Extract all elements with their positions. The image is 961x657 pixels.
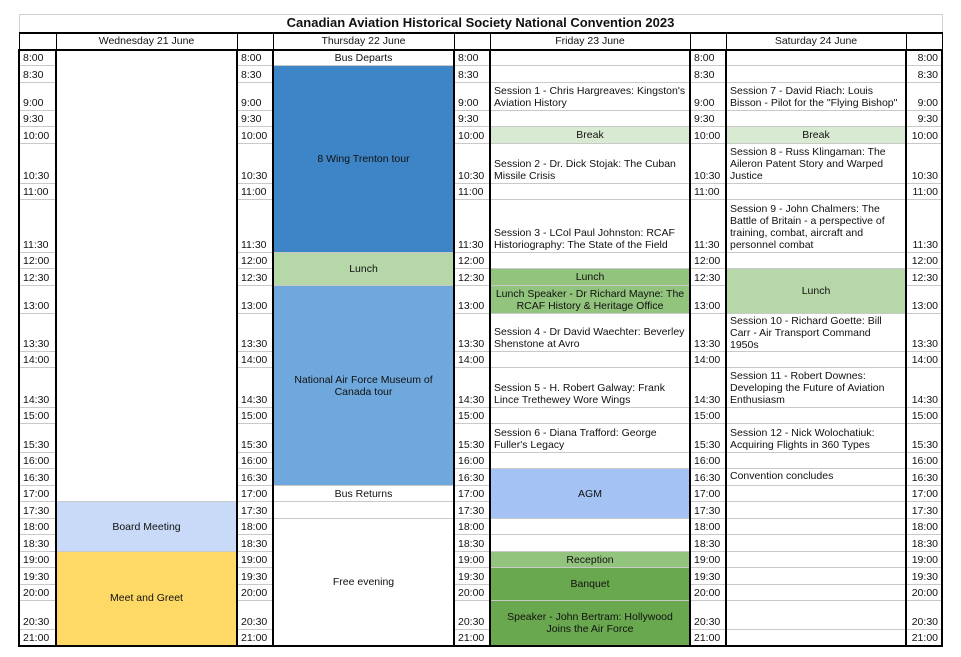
time-label: 9:30: [237, 111, 273, 127]
time-label: 20:30: [237, 601, 273, 630]
friday-lunch-event: Lunch: [490, 269, 690, 286]
saturday-session12-event: Session 12 - Nick Wolochatiuk: Acquiring Flights in 360 Types: [726, 424, 906, 453]
time-label: 14:00: [237, 352, 273, 368]
time-label: 11:30: [454, 200, 490, 253]
time-label: 10:00: [454, 127, 490, 144]
page-title: Canadian Aviation Historical Society National Convention 2023: [19, 15, 942, 33]
friday-session5-event: Session 5 - H. Robert Galway: Frank Lince Trethewey Wore Wings: [490, 368, 690, 408]
time-row: [19, 50, 942, 66]
time-label: 20:00: [454, 585, 490, 601]
time-label: 16:30: [454, 469, 490, 486]
wednesday-meet-and-greet-event: Meet and Greet: [56, 552, 237, 646]
time-label: 11:00: [237, 184, 273, 200]
time-label: 17:00: [19, 486, 56, 502]
time-label: 8:00: [19, 50, 56, 66]
time-label: 13:00: [454, 286, 490, 314]
saturday-empty-slot: [726, 630, 906, 646]
time-label: 10:30: [454, 144, 490, 184]
time-label: 21:00: [237, 630, 273, 646]
time-label: 8:30: [237, 66, 273, 83]
saturday-empty-slot: [726, 552, 906, 568]
time-label: 15:30: [454, 424, 490, 453]
time-label: 16:30: [19, 469, 56, 486]
time-label: 20:30: [906, 601, 942, 630]
day-header-saturday: Saturday 24 June: [726, 33, 906, 50]
time-label: 9:30: [454, 111, 490, 127]
time-label: 12:30: [690, 269, 726, 286]
time-label: 14:30: [454, 368, 490, 408]
time-label: 9:30: [690, 111, 726, 127]
saturday-empty-slot: [726, 568, 906, 585]
time-label: 16:00: [19, 453, 56, 469]
time-label: 12:00: [906, 253, 942, 269]
time-label: 16:30: [906, 469, 942, 486]
time-label: 19:00: [906, 552, 942, 568]
time-label: 11:00: [906, 184, 942, 200]
thursday-lunch-event: Lunch: [273, 253, 454, 286]
time-label: 12:00: [237, 253, 273, 269]
time-label: 18:00: [906, 519, 942, 535]
time-label: 9:00: [690, 83, 726, 111]
time-label: 16:30: [237, 469, 273, 486]
time-label: 18:00: [454, 519, 490, 535]
saturday-concludes-event: Convention concludes: [726, 469, 906, 486]
friday-empty-slot: [490, 453, 690, 469]
time-label: 8:00: [690, 50, 726, 66]
saturday-empty-slot: [726, 253, 906, 269]
saturday-session8-event: Session 8 - Russ Klingaman: The Aileron Patent Story and Warped Justice: [726, 144, 906, 184]
time-label: 19:00: [19, 552, 56, 568]
time-label: 18:30: [690, 535, 726, 552]
time-label: 19:30: [237, 568, 273, 585]
friday-session3-event: Session 3 - LCol Paul Johnston: RCAF Historiography: The State of the Field: [490, 200, 690, 253]
wednesday-board-meeting-event: Board Meeting: [56, 502, 237, 552]
time-label: 10:30: [906, 144, 942, 184]
time-header-5: [906, 33, 942, 50]
time-label: 17:30: [690, 502, 726, 519]
time-label: 12:00: [19, 253, 56, 269]
friday-agm-event: AGM: [490, 469, 690, 519]
time-label: 17:00: [454, 486, 490, 502]
saturday-empty-slot: [726, 408, 906, 424]
thursday-wing-tour-event: 8 Wing Trenton tour: [273, 66, 454, 253]
time-label: 18:30: [906, 535, 942, 552]
time-label: 15:00: [237, 408, 273, 424]
time-header-2: [237, 33, 273, 50]
saturday-empty-slot: [726, 486, 906, 502]
saturday-session9-event: Session 9 - John Chalmers: The Battle of Britain - a perspective of training, combat, aircraft and personnel combat: [726, 200, 906, 253]
time-label: 13:00: [690, 286, 726, 314]
saturday-lunch-event: Lunch: [726, 269, 906, 314]
friday-empty-slot: [490, 111, 690, 127]
time-label: 17:00: [690, 486, 726, 502]
time-label: 11:00: [454, 184, 490, 200]
wednesday-empty-slot: [56, 50, 237, 502]
time-label: 8:00: [237, 50, 273, 66]
time-header-4: [690, 33, 726, 50]
time-label: 13:30: [237, 314, 273, 352]
saturday-empty-slot: [726, 519, 906, 535]
time-label: 17:00: [237, 486, 273, 502]
time-label: 19:30: [454, 568, 490, 585]
time-label: 9:00: [906, 83, 942, 111]
time-label: 14:30: [906, 368, 942, 408]
friday-empty-slot: [490, 535, 690, 552]
saturday-break-event: Break: [726, 127, 906, 144]
time-label: 11:30: [690, 200, 726, 253]
time-label: 9:30: [19, 111, 56, 127]
time-header-1: [19, 33, 56, 50]
saturday-session7-event: Session 7 - David Riach: Louis Bisson - Pilot for the "Flying Bishop": [726, 83, 906, 111]
time-label: 20:30: [19, 601, 56, 630]
time-label: 10:00: [906, 127, 942, 144]
time-label: 9:00: [454, 83, 490, 111]
saturday-empty-slot: [726, 585, 906, 601]
time-label: 18:00: [237, 519, 273, 535]
time-label: 19:00: [454, 552, 490, 568]
time-label: 10:30: [237, 144, 273, 184]
time-label: 20:30: [454, 601, 490, 630]
thursday-bus-returns-event: Bus Returns: [273, 486, 454, 502]
day-header-friday: Friday 23 June: [490, 33, 690, 50]
time-label: 20:00: [19, 585, 56, 601]
friday-session6-event: Session 6 - Diana Trafford: George Fuller's Legacy: [490, 424, 690, 453]
time-label: 18:30: [19, 535, 56, 552]
time-label: 8:00: [454, 50, 490, 66]
time-label: 14:30: [690, 368, 726, 408]
saturday-empty-slot: [726, 502, 906, 519]
day-header-wednesday: Wednesday 21 June: [56, 33, 237, 50]
time-label: 11:30: [906, 200, 942, 253]
time-label: 19:00: [690, 552, 726, 568]
time-label: 17:30: [454, 502, 490, 519]
time-label: 17:30: [19, 502, 56, 519]
saturday-session11-event: Session 11 - Robert Downes: Developing the Future of Aviation Enthusiasm: [726, 368, 906, 408]
thursday-bus-departs-event: Bus Departs: [273, 50, 454, 66]
friday-session2-event: Session 2 - Dr. Dick Stojak: The Cuban Missile Crisis: [490, 144, 690, 184]
time-label: 14:00: [454, 352, 490, 368]
time-label: 18:30: [454, 535, 490, 552]
time-label: 11:00: [19, 184, 56, 200]
time-label: 14:30: [237, 368, 273, 408]
time-label: 15:30: [237, 424, 273, 453]
friday-session4-event: Session 4 - Dr David Waechter: Beverley Shenstone at Avro: [490, 314, 690, 352]
time-label: 13:30: [19, 314, 56, 352]
time-label: 12:30: [19, 269, 56, 286]
time-label: 10:30: [19, 144, 56, 184]
time-label: 14:00: [690, 352, 726, 368]
time-label: 12:30: [237, 269, 273, 286]
time-label: 20:00: [690, 585, 726, 601]
time-label: 21:00: [454, 630, 490, 646]
time-label: 20:30: [690, 601, 726, 630]
time-label: 20:00: [906, 585, 942, 601]
time-label: 13:00: [19, 286, 56, 314]
time-label: 8:30: [906, 66, 942, 83]
saturday-empty-slot: [726, 184, 906, 200]
friday-lunch-speaker-event: Lunch Speaker - Dr Richard Mayne: The RCAF History & Heritage Office: [490, 286, 690, 314]
time-label: 15:00: [454, 408, 490, 424]
time-label: 21:00: [906, 630, 942, 646]
saturday-session10-event: Session 10 - Richard Goette: Bill Carr - Air Transport Command 1950s: [726, 314, 906, 352]
time-label: 20:00: [237, 585, 273, 601]
time-label: 18:00: [19, 519, 56, 535]
time-label: 17:00: [906, 486, 942, 502]
time-label: 12:30: [906, 269, 942, 286]
time-label: 16:00: [237, 453, 273, 469]
time-label: 9:30: [906, 111, 942, 127]
time-label: 13:30: [690, 314, 726, 352]
time-label: 16:00: [690, 453, 726, 469]
schedule-sheet: [18, 14, 943, 647]
time-label: 11:00: [690, 184, 726, 200]
friday-session1-event: Session 1 - Chris Hargreaves: Kingston's Aviation History: [490, 83, 690, 111]
time-label: 12:00: [454, 253, 490, 269]
friday-empty-slot: [490, 408, 690, 424]
time-label: 8:00: [906, 50, 942, 66]
time-label: 16:00: [454, 453, 490, 469]
saturday-empty-slot: [726, 111, 906, 127]
time-label: 13:30: [454, 314, 490, 352]
friday-empty-slot: [490, 66, 690, 83]
friday-reception-event: Reception: [490, 552, 690, 568]
time-label: 10:00: [690, 127, 726, 144]
time-label: 19:30: [19, 568, 56, 585]
time-label: 16:30: [690, 469, 726, 486]
time-label: 17:30: [906, 502, 942, 519]
saturday-empty-slot: [726, 453, 906, 469]
friday-empty-slot: [490, 253, 690, 269]
time-label: 14:00: [906, 352, 942, 368]
time-label: 17:30: [237, 502, 273, 519]
friday-empty-slot: [490, 184, 690, 200]
friday-banquet-event: Banquet: [490, 568, 690, 601]
time-label: 11:30: [19, 200, 56, 253]
saturday-empty-slot: [726, 601, 906, 630]
time-label: 13:30: [906, 314, 942, 352]
time-label: 13:00: [237, 286, 273, 314]
time-label: 19:00: [237, 552, 273, 568]
time-label: 15:30: [690, 424, 726, 453]
time-label: 15:30: [19, 424, 56, 453]
time-label: 10:00: [19, 127, 56, 144]
friday-speaker-event: Speaker - John Bertram: Hollywood Joins the Air Force: [490, 601, 690, 646]
time-label: 10:00: [237, 127, 273, 144]
time-label: 21:00: [19, 630, 56, 646]
saturday-empty-slot: [726, 352, 906, 368]
day-header-thursday: Thursday 22 June: [273, 33, 454, 50]
time-label: 15:00: [19, 408, 56, 424]
time-label: 18:30: [237, 535, 273, 552]
thursday-empty-slot: [273, 502, 454, 519]
time-label: 8:30: [19, 66, 56, 83]
time-label: 18:00: [690, 519, 726, 535]
time-label: 10:30: [690, 144, 726, 184]
saturday-empty-slot: [726, 535, 906, 552]
time-label: 16:00: [906, 453, 942, 469]
time-label: 8:30: [454, 66, 490, 83]
time-row: [19, 502, 942, 519]
time-label: 13:00: [906, 286, 942, 314]
time-label: 15:30: [906, 424, 942, 453]
thursday-museum-tour-event: National Air Force Museum of Canada tour: [273, 286, 454, 486]
time-label: 12:00: [690, 253, 726, 269]
time-label: 19:30: [690, 568, 726, 585]
friday-break-event: Break: [490, 127, 690, 144]
time-label: 15:00: [690, 408, 726, 424]
time-label: 14:00: [19, 352, 56, 368]
saturday-empty-slot: [726, 66, 906, 83]
time-header-3: [454, 33, 490, 50]
time-label: 21:00: [690, 630, 726, 646]
friday-empty-slot: [490, 352, 690, 368]
time-label: 9:00: [19, 83, 56, 111]
schedule-table: [18, 14, 943, 647]
friday-empty-slot: [490, 50, 690, 66]
time-label: 11:30: [237, 200, 273, 253]
saturday-empty-slot: [726, 50, 906, 66]
time-label: 14:30: [19, 368, 56, 408]
time-row: [19, 552, 942, 568]
thursday-free-evening-event: Free evening: [273, 519, 454, 646]
time-label: 9:00: [237, 83, 273, 111]
friday-empty-slot: [490, 519, 690, 535]
time-label: 19:30: [906, 568, 942, 585]
time-label: 8:30: [690, 66, 726, 83]
time-label: 15:00: [906, 408, 942, 424]
time-label: 12:30: [454, 269, 490, 286]
